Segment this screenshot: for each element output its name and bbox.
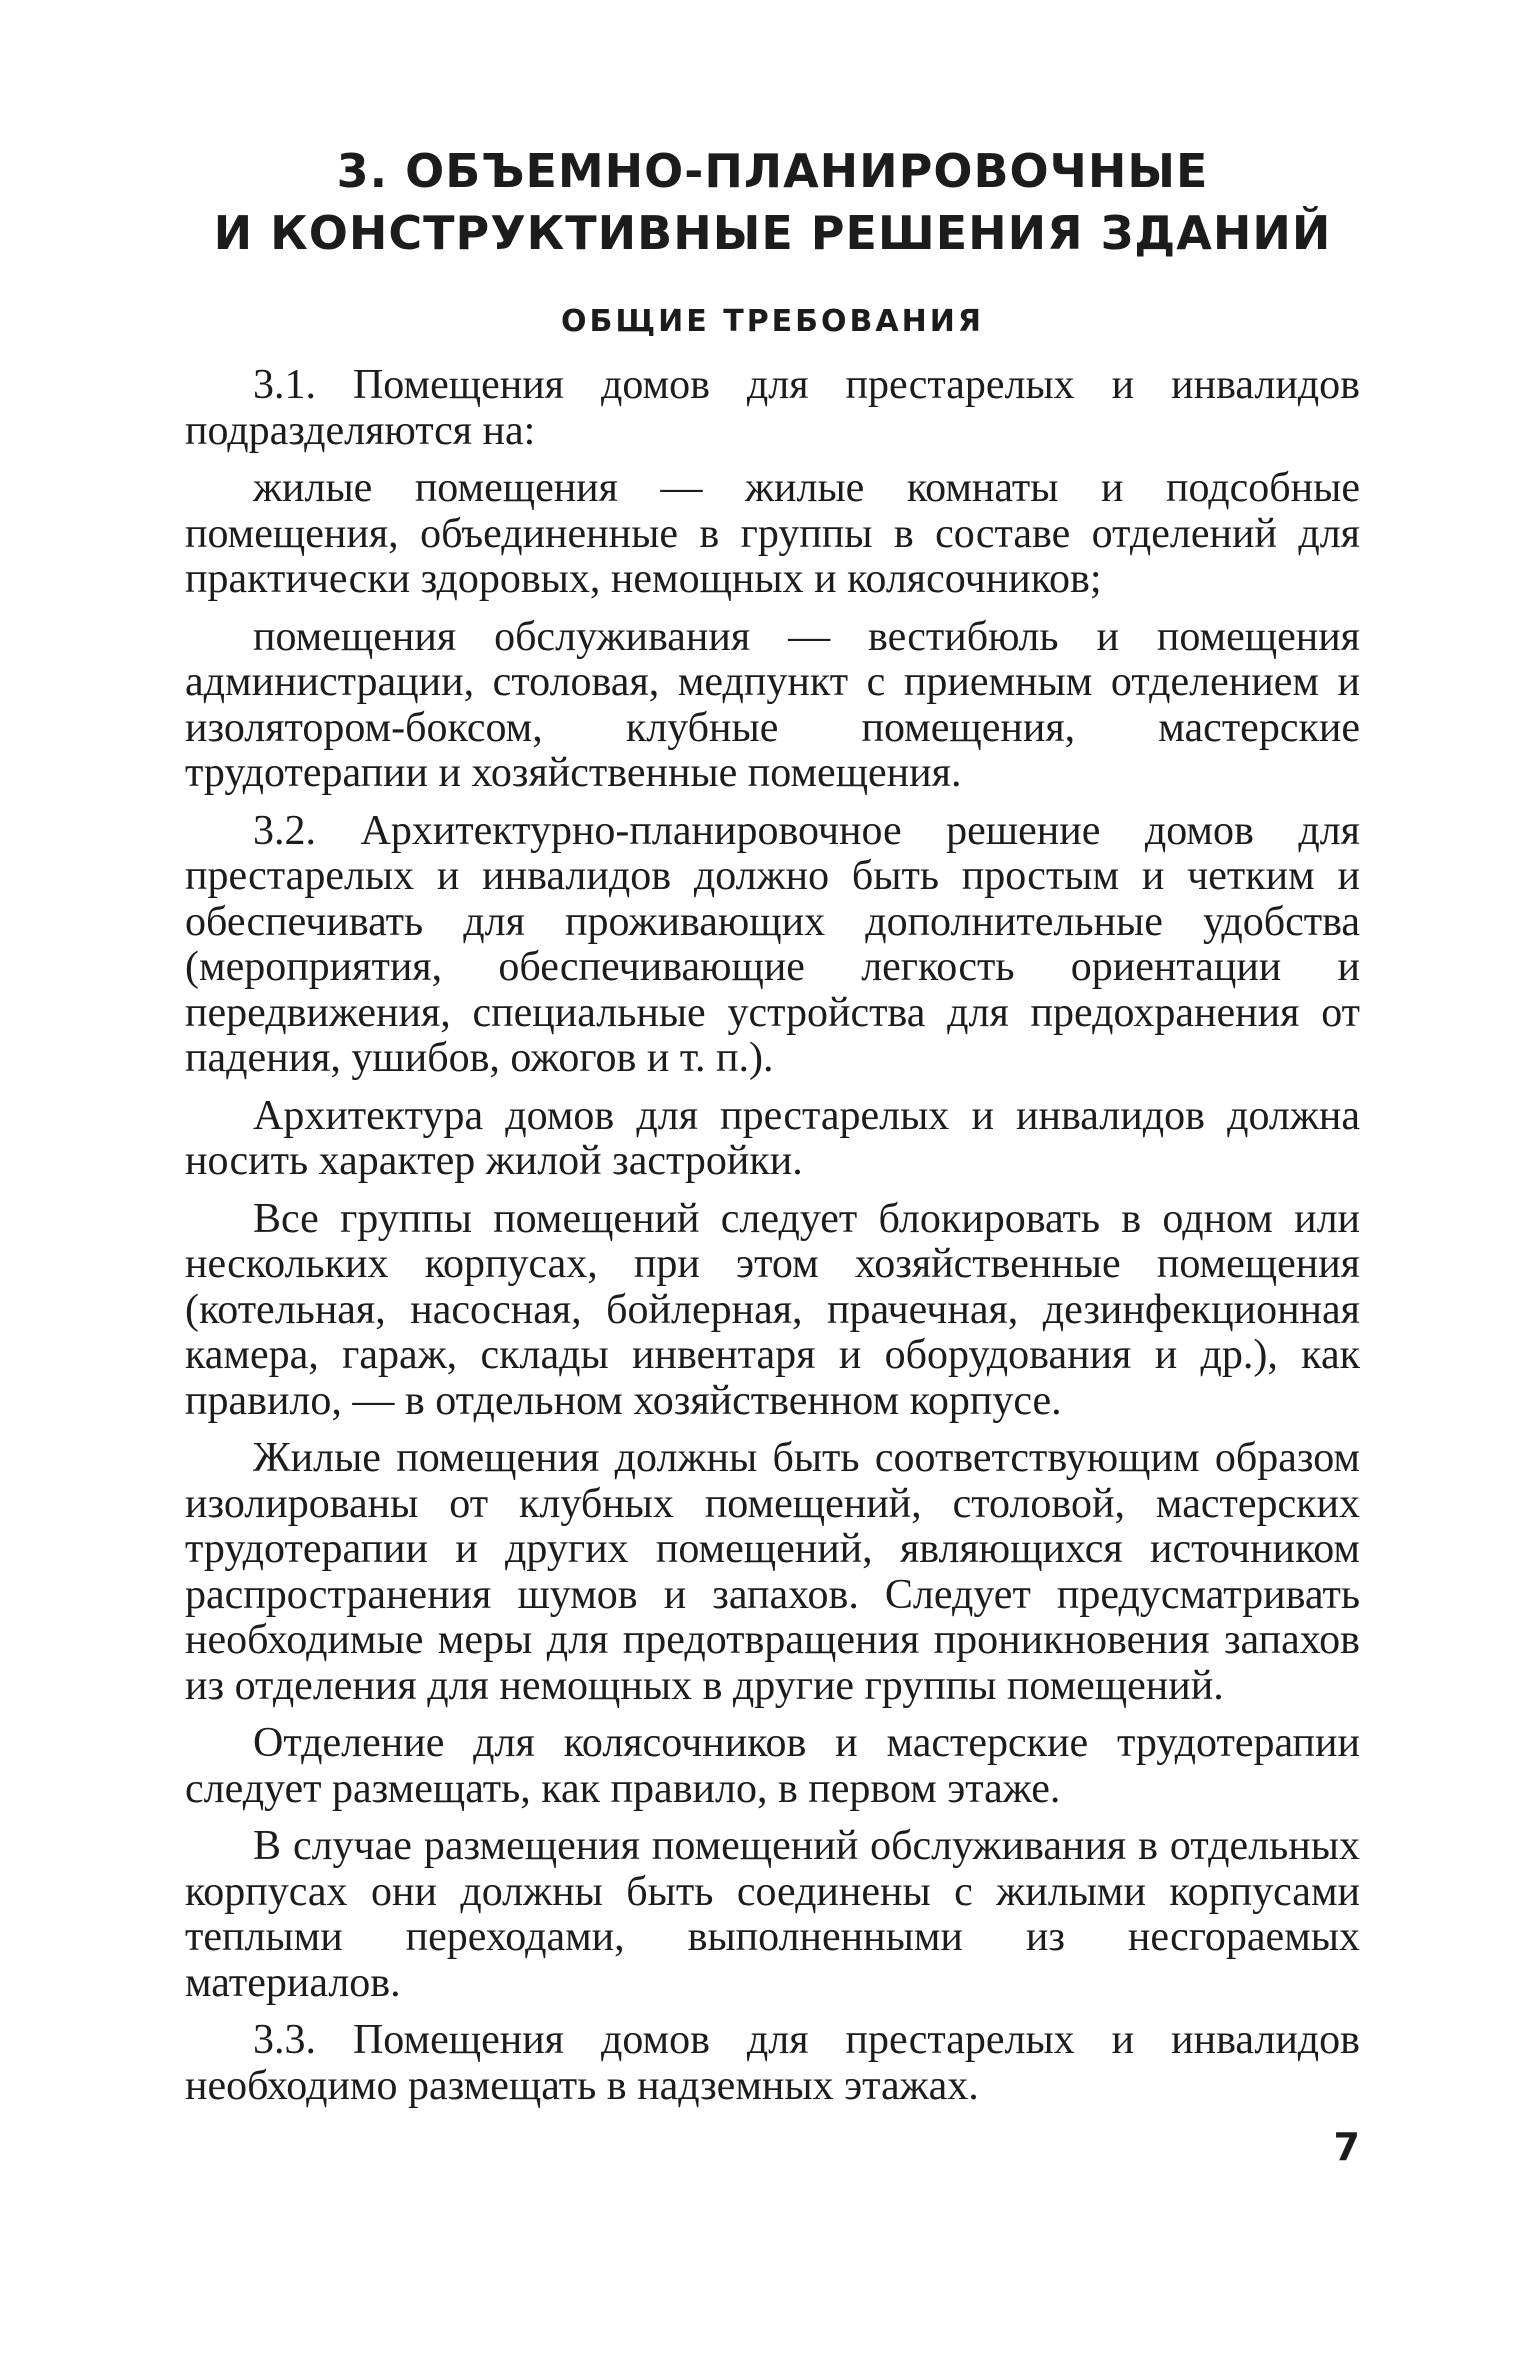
paragraph-living-rooms bbox=[185, 466, 1360, 603]
paragraph-text: Все группы помещений следует блокировать в одном или нескольких корпусах, при этом хозяйственные помещения (котельная, насосная, бойлерная, прачечная, дезинфекционная камера, гараж, склады инвентаря и оборудования и др.), как правило, — в отдельном хозяйственном корпусе. bbox=[185, 1195, 1360, 1424]
paragraph-text: Отделение для колясочников и мастерские трудотерапии следует размещать, как правило, в первом этаже. bbox=[185, 1720, 1360, 1812]
paragraph-text: Архитектура домов для престарелых и инвалидов должна носить характер жилой застройки. bbox=[185, 1092, 1360, 1184]
clause-number: 3.1. bbox=[253, 362, 316, 408]
paragraph-wheelchair-department bbox=[185, 1721, 1360, 1812]
chapter-title-line-2: И КОНСТРУКТИВНЫЕ РЕШЕНИЯ ЗДАНИЙ bbox=[213, 206, 1332, 260]
paragraph-text: жилые помещения — жилые комнаты и подсобные помещения, объединенные в группы в составе отделений для практически здоровых, немощных и колясочников; bbox=[185, 465, 1360, 602]
paragraph-text: Помещения домов для престарелых и инвалидов подразделяются на: bbox=[185, 362, 1360, 454]
paragraph-isolation bbox=[185, 1436, 1360, 1709]
chapter-title bbox=[185, 140, 1360, 264]
page-number: 7 bbox=[1333, 2125, 1360, 2169]
paragraph-text: Архитектурно-планировочное решение домов для престарелых и инвалидов должно быть простым и четким и обеспечивать для проживающих дополнительные удобства (мероприятия, обеспечивающие легкость ориентации и передвижения, специальные устройства для предохранения от падения, ушибов, ожогов и т. п.). bbox=[185, 807, 1360, 1081]
paragraph-text: Жилые помещения должны быть соответствующим образом изолированы от клубных помещений, столовой, мастерских трудотерапии и других помещений, являющихся источником распространения шумов и запахов. Следует предусматривать необходимые меры для предотвращения проникновения запахов из отделения для немощных в другие группы помещений. bbox=[185, 1435, 1360, 1709]
paragraph-warm-passages bbox=[185, 1824, 1360, 2006]
paragraph-room-groups bbox=[185, 1197, 1360, 1425]
paragraph-text: Помещения домов для престарелых и инвалидов необходимо размещать в надземных этажах. bbox=[185, 2017, 1360, 2109]
paragraph-text: В случае размещения помещений обслуживания в отдельных корпусах они должны быть соединены с жилыми корпусами теплыми переходами, выполненными из несгораемых материалов. bbox=[185, 1823, 1360, 2006]
paragraph-service-rooms bbox=[185, 615, 1360, 797]
paragraph-3-1 bbox=[185, 363, 1360, 454]
paragraph-text: помещения обслуживания — вестибюль и помещения администрации, столовая, медпункт с приемным отделением и изолятором-боксом, клубные помещения, мастерские трудотерапии и хозяйственные помещения. bbox=[185, 613, 1360, 796]
paragraph-architecture bbox=[185, 1094, 1360, 1185]
section-title: ОБЩИЕ ТРЕБОВАНИЯ bbox=[561, 304, 984, 339]
paragraph-3-2 bbox=[185, 809, 1360, 1082]
paragraph-3-3 bbox=[185, 2018, 1360, 2109]
chapter-title-line-1: 3. ОБЪЕМНО-ПЛАНИРОВОЧНЫЕ bbox=[336, 144, 1209, 198]
document-page bbox=[185, 140, 1360, 2121]
body-text bbox=[185, 363, 1360, 2109]
clause-number: 3.3. bbox=[253, 2017, 316, 2063]
clause-number: 3.2. bbox=[253, 807, 316, 854]
